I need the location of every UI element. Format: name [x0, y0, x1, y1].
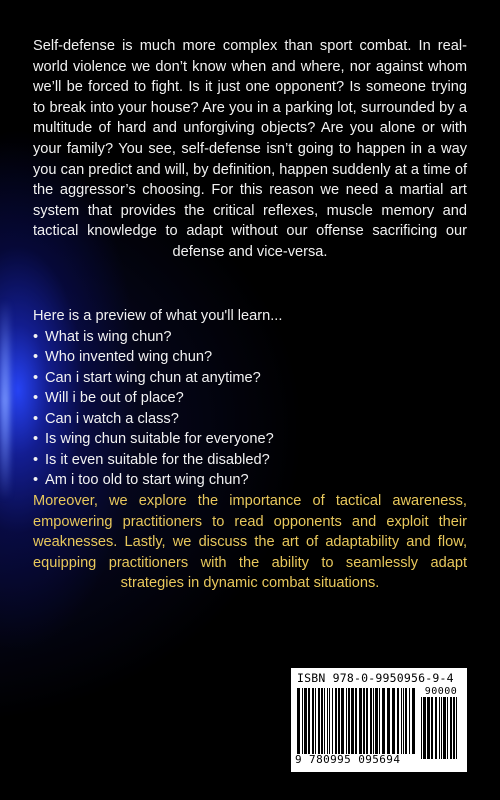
barcode-bar [332, 688, 333, 754]
barcode-bar [329, 688, 330, 754]
barcode-bar [341, 688, 344, 754]
bullet: • [33, 410, 39, 427]
barcode-bar [447, 697, 448, 759]
barcode-bar [412, 688, 415, 754]
preview-list [33, 327, 467, 491]
list-item-text: Who invented wing chun? [45, 349, 213, 365]
barcode-bar [435, 697, 437, 759]
ean-barcode-bars [297, 688, 415, 754]
barcode-bar [327, 688, 328, 754]
barcode-bar [387, 688, 390, 754]
isbn-label: ISBN 978-0-9950956-9-4 [297, 671, 454, 685]
barcode-bar [439, 697, 440, 759]
barcode-bar [359, 688, 362, 754]
barcode-bar [441, 697, 442, 759]
list-item-text: Can i watch a class? [45, 410, 179, 427]
barcode-bar [401, 688, 402, 754]
barcode-bar [450, 697, 452, 759]
barcode-bar [308, 688, 310, 754]
list-item-text: Is it even suitable for the disabled? [45, 451, 270, 468]
barcode-bar [346, 688, 347, 754]
closing-paragraph: Moreover, we explore the importance of tactical awareness, empowering practitioners to read opponents and exploit their weaknesses. Lastly, we discuss the art of adaptability and flow, equipping practitioners with the ability to seamlessly adapt strategies in dynamic combat situations. [33, 493, 467, 592]
bullet: • [33, 431, 39, 447]
barcode-bar [405, 688, 407, 754]
list-item-text: What is wing chun? [45, 328, 172, 345]
barcode-bar [443, 697, 446, 759]
list-item [33, 470, 467, 491]
ean-digits: 9 780995 095694 [295, 753, 401, 766]
list-item [33, 388, 467, 409]
intro-paragraph: Self-defense is much more complex than sport combat. In real-world violence we don’t know when and where, nor against whom we’ll be forced to fight. Is it just one opponent? Is someone trying to break into your house? Are you in a parking lot, surrounded by a multitude of hard and unforgiving objects? Are you alone or with your family? You see, self-defense isn’t going to happen in a way you can predict and will, by definition, happen suddenly at a time of the aggressor’s choosing. For this reason we need a martial art system that provides the critical reflexes, muscle memory and tactical knowledge to adapt without our offense sacrificing our defense and vice-versa. [33, 38, 467, 260]
barcode-bar [382, 688, 385, 754]
barcode-bar [302, 688, 303, 754]
barcode-bar [351, 688, 354, 754]
barcode-bar [355, 688, 357, 754]
list-item-text: Am i too old to start wing chun? [45, 472, 249, 488]
barcode-bar [423, 697, 426, 759]
barcode-bar [304, 688, 307, 754]
list-item [33, 347, 467, 368]
barcode-bar [397, 688, 399, 754]
list-item-text: Will i be out of place? [45, 390, 184, 406]
barcode-bar [315, 688, 316, 754]
addon-barcode-bars [421, 697, 461, 759]
barcode-bar [318, 688, 320, 754]
barcode-bar [456, 697, 457, 759]
barcode-bar [453, 697, 455, 759]
list-item-text: Can i start wing chun at anytime? [45, 369, 261, 386]
barcode-bar [370, 688, 372, 754]
list-item [33, 409, 467, 430]
bullet: • [33, 451, 39, 468]
barcode-bar [297, 688, 300, 754]
barcode-bar [379, 688, 380, 754]
preview-heading: Here is a preview of what you'll learn... [33, 308, 283, 324]
list-item [33, 450, 467, 471]
barcode-bar [403, 688, 404, 754]
list-item-text: Is wing chun suitable for everyone? [45, 431, 274, 447]
bullet: • [33, 328, 39, 345]
barcode-bar [431, 697, 433, 759]
barcode-bar [312, 688, 314, 754]
barcode-bar [375, 688, 378, 754]
bullet: • [33, 390, 39, 406]
preview-section [33, 306, 467, 491]
barcode-bar [392, 688, 395, 754]
isbn-barcode [291, 668, 467, 772]
barcode-bar [427, 697, 430, 759]
barcode-bar [363, 688, 365, 754]
barcode-bar [338, 688, 340, 754]
list-item [33, 429, 467, 450]
barcode-bar [366, 688, 368, 754]
bullet: • [33, 349, 39, 365]
addon-digits: 90000 [424, 686, 458, 697]
barcode-bar [324, 688, 325, 754]
bullet: • [33, 472, 39, 488]
list-item [33, 327, 467, 348]
barcode-bar [348, 688, 350, 754]
addon-barcode [421, 686, 461, 764]
list-item [33, 368, 467, 389]
barcode-bar [335, 688, 337, 754]
bullet: • [33, 369, 39, 386]
barcode-bar [373, 688, 374, 754]
barcode-bar [421, 697, 422, 759]
barcode-bar [321, 688, 323, 754]
barcode-bar [409, 688, 410, 754]
blue-light-glow [0, 300, 10, 500]
